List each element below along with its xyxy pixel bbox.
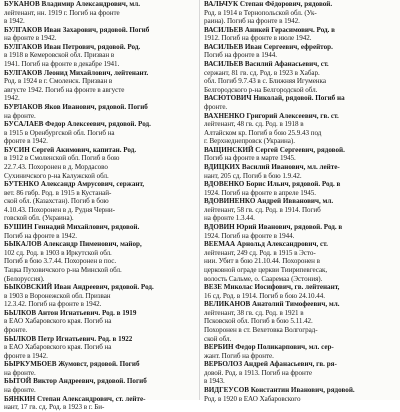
entry-text-line: на фронте.	[4, 386, 36, 395]
entry-text-line: фронте.	[4, 325, 28, 334]
entry-name-line: БУЛГАКОВ Иван Захарович, рядовой. Погиб	[4, 25, 150, 34]
entry-text-line: Псковской обл. Погиб в бою 5.11.42.	[204, 317, 313, 326]
entry-text-line: на фронте.	[4, 368, 36, 377]
entry-name-line: ВИДГЕУСОВ Константин Иванович, рядовой.	[204, 386, 355, 395]
entry-name-line: БУЛГАКОВ Иван Петрович, рядовой. Род.	[4, 42, 141, 51]
entry-text-line: волость Сальме, о. Сааремаа (Эстония).	[204, 274, 323, 283]
entry-text-line: в 1903 в Воронежской обл. Призван	[4, 291, 111, 300]
entry-text-line: в 1915 в Оренбургской обл. Погиб на	[4, 128, 115, 137]
entry-text-line: 1912. Погиб на фронте в июле 1942.	[204, 34, 312, 43]
entry-text-line: говской обл. (Украина).	[4, 214, 74, 223]
entry-text-line: нант, 17 гв. сд. Род. в 1923 в г. Би-	[4, 403, 105, 412]
entry-text-line: г. Верхнеднепровск (Украина).	[204, 137, 295, 146]
entry-text-line: 1941. Погиб на фронте в декабре 1941.	[4, 60, 120, 69]
entry-text-line: нант, 205 сд. Погиб в бою 1.9.42.	[204, 171, 302, 180]
entry-text-line: сержант, 81 гв. сд. Род. в 1923 в Хабар.	[204, 68, 320, 77]
entry-text-line: Сухиничского р-на Калужской обл.	[4, 171, 109, 180]
entry-name-line: ВАСИЛЬЕВ Василий Афанасьевич, ст.	[204, 60, 329, 69]
entry-text-line: довой. Род. в 1913. Погиб на фронте	[204, 368, 312, 377]
entry-name-line: БЫЛКОВ Петр Игнатьевич. Род. в 1922	[4, 334, 133, 343]
entry-text-line: Белгородского р-на Белгородской обл.	[204, 85, 318, 94]
entry-text-line: фронте в 1942.	[4, 137, 48, 146]
entry-name-line: БУТЕНКО Александр Амрусович, сержант,	[4, 180, 145, 189]
entry-name-line: ВАСИЛЬЕВ Аникей Герасимович. Род. в	[204, 25, 336, 34]
entry-name-line: ВЕРБОЛОЗ Андрей Афанасьевич, гв. ря-	[204, 360, 337, 369]
entry-text-line: обл. Погиб 9.7.43 в с. Ближняя Игуменка	[204, 77, 326, 86]
entry-name-line: БЯНКИН Степан Александрович, ст. лейте-	[4, 394, 146, 403]
entry-name-line: ВАЛЬЧУК Степан Фёдорович, рядовой.	[204, 0, 333, 8]
entry-name-line: БУКАНОВ Владимир Александрович, мл.	[4, 0, 141, 8]
entry-name-line: ВДОВИНЕНКО Андрей Ивванович, мл.	[204, 197, 334, 206]
left-text-column	[4, 0, 197, 412]
entry-name-line: ВДИЦКИХ Василий Иванович, мл. лейте-	[204, 162, 340, 171]
entry-text-line: 16 сд. Род. в 1914. Погиб в бою 24.10.44.	[204, 291, 325, 300]
entry-text-line: в 1943.	[204, 377, 225, 386]
entry-name-line: БЫКАЛОВ Александр Пименович, майор,	[4, 240, 142, 249]
entry-name-line: ВДОВЕНКО Борис Ильич, рядовой. Род. в	[204, 180, 341, 189]
entry-text-line: в 1942.	[4, 17, 25, 26]
entry-text-line: на фронте в 1942.	[4, 34, 57, 43]
entry-text-line: в ЕАО Хабаровского края. Погиб на	[4, 343, 112, 352]
entry-name-line: ВАЩИНСКИЙ Сергей Сергеевич, рядовой.	[204, 145, 345, 154]
entry-text-line: Род. в 1914 в Тернопольской обл. (Ук-	[204, 8, 317, 17]
entry-text-line: в ЕАО Хабаровского края. Погиб на	[4, 317, 112, 326]
entry-text-line: августе 1942. Погиб на фронте в августе	[4, 85, 125, 94]
entry-text-line: на фронте 1.3.44.	[204, 214, 255, 223]
entry-text-line: лейтенант, 38 гв. сд. Род. в 1921 в	[204, 308, 304, 317]
entry-name-line: ВЕЕМАА Арнольд Александрович, ст.	[204, 240, 328, 249]
entry-name-line: БЫКОВСКИЙ Иван Андреевич, рядовой. Род.	[4, 283, 154, 292]
entry-text-line: нии. Убит в бою 21.10.44. Похоронен в	[204, 257, 320, 266]
entry-text-line: на фронте.	[4, 111, 36, 120]
entry-name-line: БЫЛКОВ Антон Игнатьевич. Род. в 1919	[4, 308, 137, 317]
entry-text-line: 4.10.43. Похоронен в д. Рудня Черни-	[4, 205, 115, 214]
entry-text-line: Род. в 1920 в ЕАО Хабаровского	[204, 394, 301, 403]
entry-text-line: вет. 86 гвбр. Род. в 1915 в Кустанай-	[4, 188, 112, 197]
entry-text-line: 1942.	[4, 94, 20, 103]
entry-text-line: Алтайском кр. Погиб в бою 25.9.43 под	[204, 128, 322, 137]
entry-name-line: БУЛГАКОВ Леонид Михайлович, лейтенант.	[4, 68, 149, 77]
entry-text-line: 12.3.42. Погиб на фронте в 1942.	[4, 300, 102, 309]
column-divider	[199, 0, 200, 400]
entry-text-line: раина). Погиб на фронте в 1942.	[204, 17, 300, 26]
entry-text-line: в 1912 в Смоленской обл. Погиб в бою	[4, 154, 120, 163]
entry-text-line: церковной ограде церкви Тиирипевгесак,	[204, 265, 328, 274]
entry-name-line: ВАХНЕНКО Григорий Алексеевич, гв. ст.	[204, 111, 339, 120]
right-text-column	[204, 0, 397, 403]
entry-name-line: ВЕЛИКАНОВ Анатолий Тимофеевич, мл.	[204, 300, 340, 309]
entry-name-line: БЫРКУМБОЕВ Жумовст, рядовой. Погиб	[4, 360, 140, 369]
entry-name-line: ВЕЗЕ Миколас Иосифович, гв. лейтенант,	[204, 283, 340, 292]
entry-name-line: ВАСЮТОВИЧ Николай, рядовой. Погиб на	[204, 94, 345, 103]
entry-text-line: ской обл.	[204, 334, 232, 343]
entry-text-line: фронте.	[204, 102, 228, 111]
entry-text-line: Погиб на фронте в 1942.	[4, 231, 77, 240]
entry-text-line: жант. Погиб на фронте.	[204, 351, 274, 360]
entry-name-line: БУШИН Геннадий Михайлович, рядовой.	[4, 223, 140, 232]
entry-text-line: Погиб на фронте в марте 1945.	[204, 154, 296, 163]
entry-text-line: Похоронен в ст. Вехетовка Волгоград-	[204, 325, 318, 334]
entry-name-line: ВЕРБИН Федор Поликарпович, мл. сер-	[204, 343, 334, 352]
entry-name-line: БУСАЛАЕВ Федор Алексеевич, рядовой. Род.	[4, 120, 151, 129]
entry-text-line: в 1918 в Кемеровской обл. Призван в	[4, 51, 115, 60]
entry-text-line: 22.7.43. Похоронен в д. Мордасово	[4, 162, 108, 171]
entry-text-line: (Белоруссия).	[4, 274, 45, 283]
entry-name-line: ВАСИЛЬЕВ Иван Сергеевич, ефрейтор.	[204, 42, 333, 51]
entry-text-line: Род. в 1924 в г. Смоленск. Призван в	[4, 77, 113, 86]
entry-name-line: ВДОВИН Юрий Иванович, рядовой. Род. в	[204, 223, 343, 232]
entry-text-line: Погиб в бою 3.7.44. Похоронен в пос.	[4, 257, 117, 266]
entry-text-line: лейтенант, 58 гв. сд. Род. в 1914. Погиб	[204, 205, 321, 214]
entry-text-line: ской обл. (Казахстан). Погиб в бою	[4, 197, 109, 206]
entry-text-line: лейтенант, 249 сд. Род. в 1915 в Эсто-	[204, 248, 316, 257]
entry-text-line: Тацка Пуховичского р-на Минской обл.	[4, 265, 122, 274]
entry-text-line: фронте в 1942.	[4, 351, 48, 360]
entry-name-line: БУРЛАКОВ Яков Иванович, рядовой. Погиб	[4, 102, 148, 111]
entry-text-line: 1924. Погиб на фронте в 1944.	[204, 231, 295, 240]
entry-name-line: БЫТОЙ Виктор Андреевич, рядовой. Погиб	[4, 377, 147, 386]
entry-text-line: 102 сд. Род. в 1903 в Иркутской обл.	[4, 248, 112, 257]
entry-text-line: лейтенант, 48 гв. сд. Род. в 1918 в	[204, 120, 304, 129]
entry-text-line: Погиб на фронте в 1944.	[204, 51, 277, 60]
entry-text-line: 1924. Погиб на фронте в апреле 1945.	[204, 188, 317, 197]
entry-name-line: БУСИН Сергей Акимович, капитан. Род.	[4, 145, 137, 154]
entry-text-line: лейтенант, нн. 1919 г. Погиб на фронте	[4, 8, 120, 17]
